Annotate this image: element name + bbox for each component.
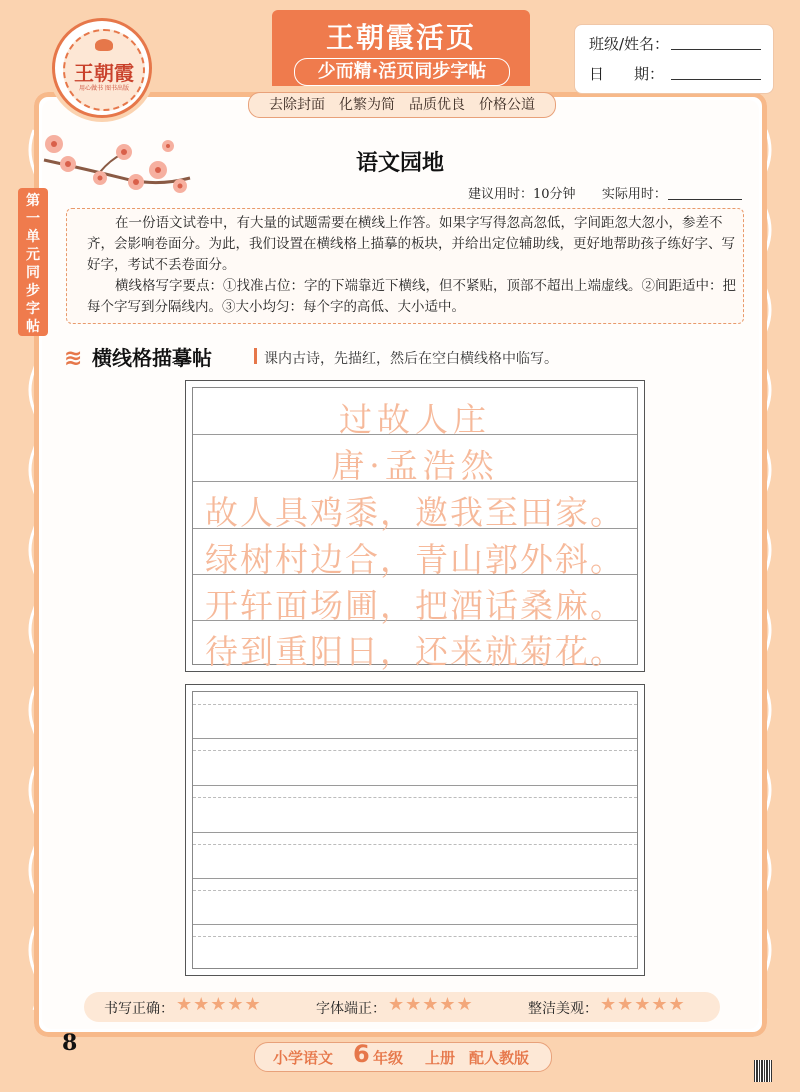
guide-line <box>193 797 637 798</box>
class-name-label: 班级/姓名： <box>589 35 670 53</box>
brand-logo <box>52 18 152 118</box>
side-tab-char: 字 <box>26 301 40 317</box>
grid-line <box>193 924 637 925</box>
side-tab-char: 第 <box>26 193 40 209</box>
star-rating-neat[interactable]: ★★★★★ <box>388 994 474 1015</box>
rating-label-tidy: 整洁美观： <box>528 1001 598 1017</box>
page-number: 8 <box>62 1030 78 1056</box>
blank-grid-inner <box>192 691 638 969</box>
practice-title: 横线格描摹帖 <box>92 346 212 370</box>
actual-time-field[interactable] <box>668 199 742 200</box>
section-title: 语文园地 <box>355 151 444 176</box>
footer-badge <box>254 1042 552 1072</box>
practice-instruction: 课内古诗，先描红，然后在空白横线格中临写。 <box>264 351 558 367</box>
grid-line <box>193 878 637 879</box>
actual-time-label: 实际用时： <box>601 187 667 202</box>
grid-line <box>193 832 637 833</box>
footer-grade-number: 6 <box>353 1040 370 1068</box>
trace-line: 过故人庄 <box>339 400 491 439</box>
footer-subject: 小学语文 <box>273 1049 334 1067</box>
lotus-icon <box>95 39 113 51</box>
class-name-field[interactable] <box>671 49 761 50</box>
time-row <box>468 183 667 202</box>
rating-label-correct: 书写正确： <box>104 1001 174 1017</box>
side-tab-char: 同 <box>26 265 40 281</box>
guide-line <box>193 890 637 891</box>
blank-practice-grid[interactable] <box>185 684 645 976</box>
footer-term: 上册 <box>425 1049 456 1067</box>
unit-side-tab <box>18 188 48 336</box>
date-field[interactable] <box>671 79 761 80</box>
guide-line <box>193 936 637 937</box>
guide-line <box>193 750 637 751</box>
footer-grade-label: 年级 <box>373 1049 404 1067</box>
side-tab-char: 单 <box>26 229 40 245</box>
barcode-icon <box>754 1060 772 1082</box>
rating-bar <box>84 992 720 1022</box>
wave-lines-icon: ≋ <box>64 346 83 371</box>
brand-title: 王朝霞活页 <box>325 21 476 54</box>
rating-label-neat: 字体端正： <box>316 1001 386 1017</box>
logo-subtext: 用心做书 图书出版 <box>79 85 129 92</box>
side-tab-char: 步 <box>26 283 40 299</box>
star-rating-correct[interactable]: ★★★★★ <box>176 994 262 1015</box>
brand-subtitle: 少而精·活页同步字帖 <box>294 58 510 86</box>
footer-edition: 配人教版 <box>469 1049 530 1067</box>
divider <box>254 348 257 364</box>
tracing-grid-inner <box>192 387 638 671</box>
trace-line: 待到重阳日，还来就菊花。 <box>205 632 625 671</box>
grid-line <box>193 785 637 786</box>
intro-paragraph: 在一份语文试卷中，有大量的试题需要在横线上作答。如果字写得忽高忽低，字间距忽大忽小，参差不齐，会影响卷面分。为此，我们设置在横线格上描摹的板块，并给出定位辅助线，更好地帮助孩子练好字、写好字，考试不丢卷面分。 <box>87 215 735 273</box>
guide-line <box>193 704 637 705</box>
trace-line: 唐·孟浩然 <box>331 446 499 485</box>
logo-badge <box>63 29 145 111</box>
side-tab-char: 元 <box>26 247 40 263</box>
star-rating-tidy[interactable]: ★★★★★ <box>600 994 686 1015</box>
guide-line <box>193 844 637 845</box>
student-info-box <box>574 24 774 94</box>
side-tab-char: 一 <box>26 211 40 227</box>
trace-line: 故人具鸡黍，邀我至田家。 <box>205 493 625 532</box>
date-label: 日 期： <box>589 65 665 83</box>
brand-banner <box>272 10 530 86</box>
trace-line: 绿树村边合，青山郭外斜。 <box>205 540 625 579</box>
suggested-time: 建议用时：10分钟 <box>468 187 576 202</box>
logo-text: 王朝霞 <box>74 61 134 85</box>
grid-line <box>193 738 637 739</box>
intro-paragraph: 横线格写字要点：①找准占位：字的下端靠近下横线，但不紧贴，顶部不超出上端虚线。②间距适中：把每个字写到分隔线内。③大小均匀：每个字的高低、大小适中。 <box>87 278 736 315</box>
intro-box <box>66 208 744 324</box>
tracing-grid <box>185 380 645 672</box>
slogan: 去除封面 化繁为简 品质优良 价格公道 <box>248 92 556 118</box>
side-tab-char: 帖 <box>26 319 40 335</box>
trace-line: 开轩面场圃，把酒话桑麻。 <box>205 586 625 625</box>
